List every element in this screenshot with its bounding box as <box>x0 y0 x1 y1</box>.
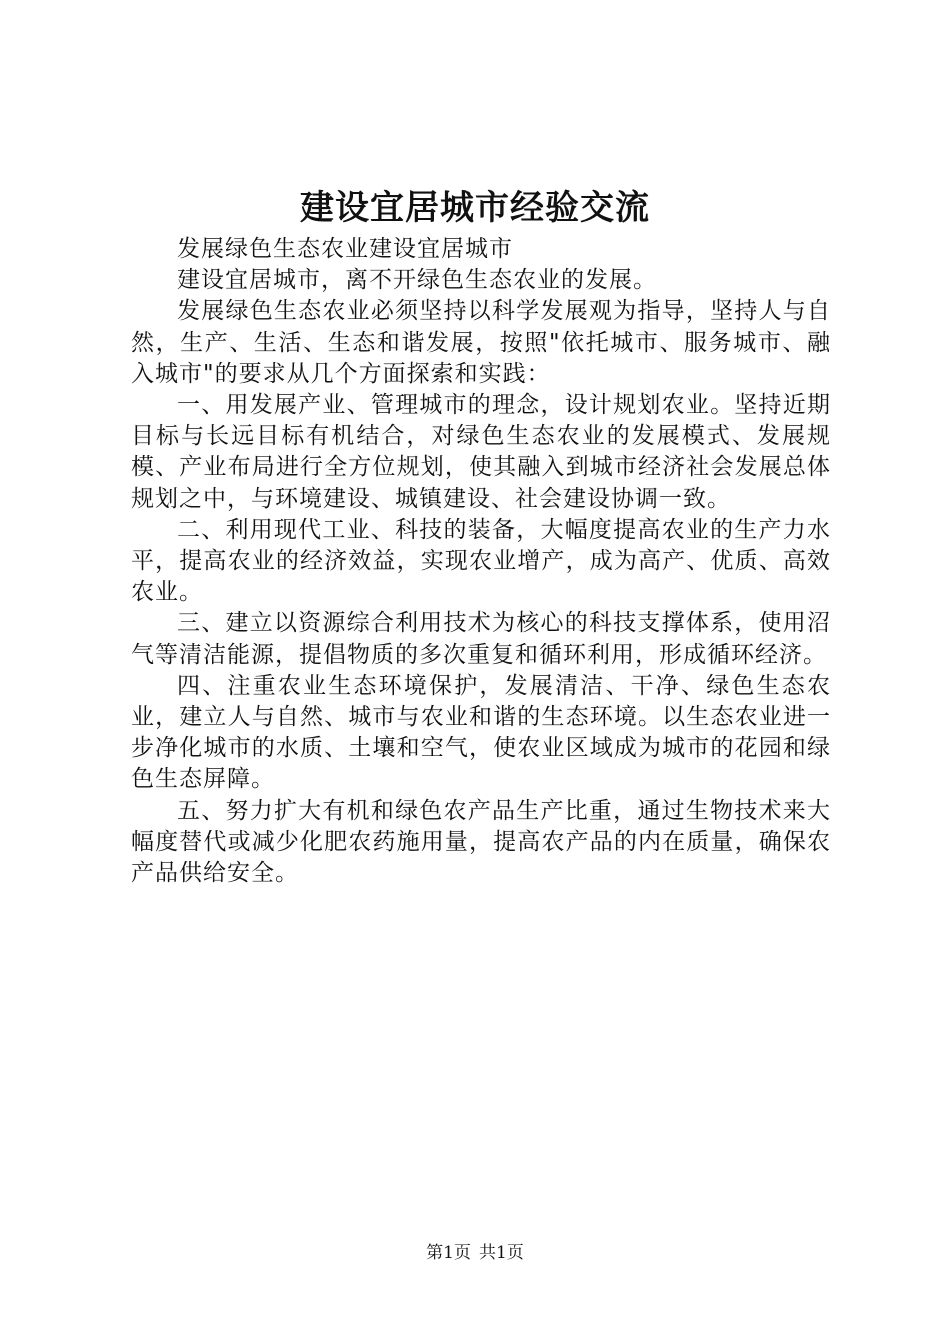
document-body <box>131 234 831 889</box>
paragraph-point-4: 四、注重农业生态环境保护，发展清洁、干净、绿色生态农业，建立人与自然、城市与农业和谐的生态环境。以生态农业进一步净化城市的水质、土壤和空气，使农业区域成为城市的花园和绿色生态屏障。 <box>131 672 831 793</box>
document-title: 建设宜居城市经验交流 <box>300 188 650 228</box>
paragraph-guideline: 发展绿色生态农业必须坚持以科学发展观为指导，坚持人与自然，生产、生活、生态和谐发展，按照"依托城市、服务城市、融入城市"的要求从几个方面探索和实践： <box>131 298 831 387</box>
paragraph-point-2: 二、利用现代工业、科技的装备，大幅度提高农业的生产力水平，提高农业的经济效益，实现农业增产，成为高产、优质、高效农业。 <box>131 516 831 606</box>
paragraph-point-5: 五、努力扩大有机和绿色农产品生产比重，通过生物技术来大幅度替代或减少化肥农药施用量，提高农产品的内在质量，确保农产品供给安全。 <box>131 797 831 887</box>
paragraph-point-3: 三、建立以资源综合利用技术为核心的科技支撑体系，使用沼气等清洁能源，提倡物质的多次重复和循环利用，形成循环经济。 <box>131 610 831 668</box>
page-number-total: 共1页 <box>479 1243 524 1263</box>
paragraph-subtitle: 发展绿色生态农业建设宜居城市 <box>177 236 513 262</box>
paragraph-intro: 建设宜居城市，离不开绿色生态农业的发展。 <box>177 267 657 294</box>
page-footer <box>0 1242 950 1264</box>
page-number-current: 第1页 <box>426 1243 471 1263</box>
paragraph-point-1: 一、用发展产业、管理城市的理念，设计规划农业。坚持近期目标与长远目标有机结合，对绿色生态农业的发展模式、发展规模、产业布局进行全方位规划，使其融入到城市经济社会发展总体规划之中，与环境建设、城镇建设、社会建设协调一致。 <box>131 392 831 512</box>
